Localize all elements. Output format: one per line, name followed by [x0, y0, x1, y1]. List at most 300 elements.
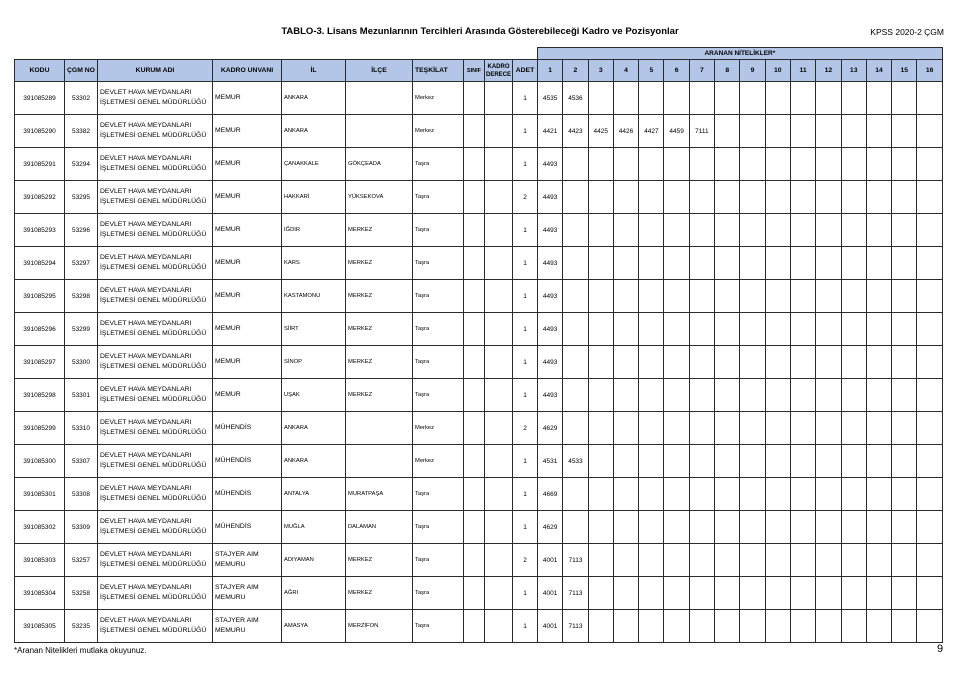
- cell-nitelik-11: [790, 313, 815, 346]
- cell-cgm-no: 53307: [65, 445, 98, 478]
- cell-nitelik-15: [892, 82, 917, 115]
- cell-cgm-no: 53300: [65, 346, 98, 379]
- cell-teskilat: Taşra: [413, 280, 464, 313]
- cell-nitelik-2: [563, 313, 588, 346]
- kurum-line-1: DEVLET HAVA MEYDANLARI: [100, 287, 192, 294]
- unvan-line-1: MEMUR: [215, 325, 241, 332]
- cell-nitelik-13: [841, 577, 866, 610]
- cell-cgm-no: 53301: [65, 379, 98, 412]
- cell-nitelik-5: [639, 181, 664, 214]
- cell-nitelik-16: [917, 445, 942, 478]
- cell-nitelik-13: [841, 346, 866, 379]
- col-header-cgm-no: ÇGM NO: [65, 60, 98, 82]
- cell-ilce: MERKEZ: [346, 544, 413, 577]
- cell-sinif: [464, 412, 485, 445]
- cell-nitelik-15: [892, 412, 917, 445]
- cell-nitelik-13: [841, 82, 866, 115]
- cell-kadro-derece: [485, 379, 513, 412]
- table-row: [15, 115, 943, 148]
- cell-ilce: MERKEZ: [346, 280, 413, 313]
- col-header-nitelik-12: 12: [816, 60, 841, 82]
- cell-kodu: 391085304: [15, 577, 65, 610]
- cell-nitelik-14: [866, 148, 891, 181]
- page-number: 9: [937, 643, 944, 655]
- cell-il: ANKARA: [282, 82, 346, 115]
- cell-teskilat: Taşra: [413, 478, 464, 511]
- table-row: [15, 379, 943, 412]
- cell-kurum-adi: [98, 577, 213, 610]
- cell-nitelik-4: [613, 82, 638, 115]
- kurum-line-2: İŞLETMESİ GENEL MÜDÜRLÜĞÜ: [100, 330, 207, 337]
- cell-nitelik-13: [841, 445, 866, 478]
- cell-nitelik-15: [892, 577, 917, 610]
- cell-nitelik-10: [765, 544, 790, 577]
- cell-cgm-no: 53310: [65, 412, 98, 445]
- cell-nitelik-5: 4427: [639, 115, 664, 148]
- cell-il: ÇANAKKALE: [282, 148, 346, 181]
- cell-nitelik-2: [563, 412, 588, 445]
- cell-ilce: MERKEZ: [346, 577, 413, 610]
- cell-nitelik-15: [892, 544, 917, 577]
- cell-il: ADIYAMAN: [282, 544, 346, 577]
- cell-nitelik-14: [866, 610, 891, 643]
- table-row: [15, 610, 943, 643]
- cell-kodu: 391085295: [15, 280, 65, 313]
- cell-nitelik-4: [613, 280, 638, 313]
- cell-il: SİİRT: [282, 313, 346, 346]
- cell-kodu: 391085305: [15, 610, 65, 643]
- cell-nitelik-7: [689, 346, 714, 379]
- cell-nitelik-2: 4533: [563, 445, 588, 478]
- cell-nitelik-16: [917, 82, 942, 115]
- col-header-kadro-unvani: KADRO UNVANI: [213, 60, 282, 82]
- cell-kadro-derece: [485, 115, 513, 148]
- cell-nitelik-4: [613, 478, 638, 511]
- cell-ilce: GÖKÇEADA: [346, 148, 413, 181]
- kurum-line-1: DEVLET HAVA MEYDANLARI: [100, 254, 192, 261]
- cell-nitelik-7: [689, 280, 714, 313]
- cell-nitelik-13: [841, 511, 866, 544]
- cell-nitelik-16: [917, 346, 942, 379]
- unvan-line-1: MEMUR: [215, 259, 241, 266]
- cell-nitelik-5: [639, 445, 664, 478]
- cell-adet: 1: [513, 214, 538, 247]
- cell-nitelik-10: [765, 511, 790, 544]
- cell-nitelik-7: [689, 544, 714, 577]
- col-header-nitelik-14: 14: [866, 60, 891, 82]
- cell-ilce: MERZİFON: [346, 610, 413, 643]
- col-header-kodu: KODU: [15, 60, 65, 82]
- cell-nitelik-8: [715, 280, 740, 313]
- col-header-nitelik-8: 8: [715, 60, 740, 82]
- col-header-adet: ADET: [513, 60, 538, 82]
- col-header-nitelik-3: 3: [588, 60, 613, 82]
- cell-nitelik-8: [715, 247, 740, 280]
- cell-nitelik-13: [841, 379, 866, 412]
- cell-kadro-unvani: [213, 544, 282, 577]
- cell-nitelik-16: [917, 181, 942, 214]
- cell-cgm-no: 53382: [65, 115, 98, 148]
- unvan-line-1: STAJYER AIM: [215, 617, 259, 624]
- cell-nitelik-7: 7111: [689, 115, 714, 148]
- cell-nitelik-12: [816, 610, 841, 643]
- cell-nitelik-9: [740, 214, 765, 247]
- cell-kadro-unvani: [213, 379, 282, 412]
- cell-nitelik-11: [790, 577, 815, 610]
- kurum-line-2: İŞLETMESİ GENEL MÜDÜRLÜĞÜ: [100, 165, 207, 172]
- cell-nitelik-6: [664, 412, 689, 445]
- cell-nitelik-7: [689, 511, 714, 544]
- cell-kadro-derece: [485, 511, 513, 544]
- cell-kurum-adi: [98, 478, 213, 511]
- cell-nitelik-2: [563, 247, 588, 280]
- cell-nitelik-9: [740, 115, 765, 148]
- cell-adet: 1: [513, 247, 538, 280]
- cell-nitelik-10: [765, 610, 790, 643]
- kurum-line-1: DEVLET HAVA MEYDANLARI: [100, 386, 192, 393]
- cell-nitelik-16: [917, 148, 942, 181]
- cell-nitelik-15: [892, 181, 917, 214]
- kurum-line-2: İŞLETMESİ GENEL MÜDÜRLÜĞÜ: [100, 429, 207, 436]
- cell-nitelik-1: 4629: [538, 412, 563, 445]
- cell-kadro-derece: [485, 544, 513, 577]
- cell-kodu: 391085297: [15, 346, 65, 379]
- cell-nitelik-2: 4536: [563, 82, 588, 115]
- cell-kurum-adi: [98, 247, 213, 280]
- unvan-line-1: MEMUR: [215, 358, 241, 365]
- cell-nitelik-9: [740, 148, 765, 181]
- cell-nitelik-13: [841, 313, 866, 346]
- cell-nitelik-4: [613, 247, 638, 280]
- cell-kodu: 391085300: [15, 445, 65, 478]
- cell-il: HAKKARİ: [282, 181, 346, 214]
- cell-nitelik-5: [639, 247, 664, 280]
- col-header-nitelik-13: 13: [841, 60, 866, 82]
- cell-adet: 1: [513, 280, 538, 313]
- cell-nitelik-3: [588, 379, 613, 412]
- cell-cgm-no: 53297: [65, 247, 98, 280]
- cell-nitelik-4: [613, 544, 638, 577]
- kurum-line-1: DEVLET HAVA MEYDANLARI: [100, 518, 192, 525]
- cell-kadro-unvani: [213, 511, 282, 544]
- cell-kodu: 391085303: [15, 544, 65, 577]
- cell-nitelik-11: [790, 610, 815, 643]
- cell-nitelik-12: [816, 115, 841, 148]
- cell-nitelik-14: [866, 115, 891, 148]
- kurum-line-2: İŞLETMESİ GENEL MÜDÜRLÜĞÜ: [100, 264, 207, 271]
- cell-nitelik-10: [765, 478, 790, 511]
- cell-nitelik-4: [613, 511, 638, 544]
- col-header-nitelik-10: 10: [765, 60, 790, 82]
- cell-nitelik-10: [765, 280, 790, 313]
- cell-cgm-no: 53302: [65, 82, 98, 115]
- cell-kadro-unvani: [213, 478, 282, 511]
- cell-kodu: 391085294: [15, 247, 65, 280]
- cell-adet: 1: [513, 148, 538, 181]
- cell-nitelik-11: [790, 544, 815, 577]
- kurum-line-1: DEVLET HAVA MEYDANLARI: [100, 485, 192, 492]
- cell-nitelik-11: [790, 214, 815, 247]
- unvan-line-1: MEMUR: [215, 391, 241, 398]
- cell-nitelik-6: [664, 346, 689, 379]
- cell-nitelik-1: 4493: [538, 346, 563, 379]
- cell-nitelik-3: [588, 214, 613, 247]
- cell-nitelik-15: [892, 313, 917, 346]
- cell-il: KARS: [282, 247, 346, 280]
- cell-nitelik-9: [740, 346, 765, 379]
- cell-nitelik-12: [816, 346, 841, 379]
- cell-nitelik-12: [816, 148, 841, 181]
- kurum-line-1: DEVLET HAVA MEYDANLARI: [100, 419, 192, 426]
- cell-nitelik-6: [664, 445, 689, 478]
- kurum-line-1: DEVLET HAVA MEYDANLARI: [100, 551, 192, 558]
- cell-nitelik-14: [866, 346, 891, 379]
- cell-kadro-unvani: [213, 280, 282, 313]
- kadro-label: KADRO: [487, 63, 510, 70]
- unvan-line-1: MÜHENDİS: [215, 457, 252, 464]
- cell-nitelik-5: [639, 148, 664, 181]
- cell-nitelik-11: [790, 511, 815, 544]
- cell-nitelik-14: [866, 247, 891, 280]
- cell-cgm-no: 53308: [65, 478, 98, 511]
- col-header-nitelik-4: 4: [613, 60, 638, 82]
- cell-nitelik-4: [613, 313, 638, 346]
- cell-nitelik-10: [765, 379, 790, 412]
- cell-kadro-unvani: [213, 577, 282, 610]
- cell-adet: 1: [513, 379, 538, 412]
- cell-kadro-unvani: [213, 412, 282, 445]
- cell-nitelik-4: [613, 379, 638, 412]
- cell-nitelik-2: [563, 148, 588, 181]
- cell-sinif: [464, 247, 485, 280]
- unvan-line-1: MÜHENDİS: [215, 490, 252, 497]
- cell-nitelik-16: [917, 280, 942, 313]
- cell-nitelik-15: [892, 148, 917, 181]
- cell-teskilat: Taşra: [413, 214, 464, 247]
- cell-sinif: [464, 214, 485, 247]
- cell-kadro-unvani: [213, 445, 282, 478]
- kurum-line-2: İŞLETMESİ GENEL MÜDÜRLÜĞÜ: [100, 561, 207, 568]
- cell-nitelik-13: [841, 610, 866, 643]
- cell-kodu: 391085292: [15, 181, 65, 214]
- cell-nitelik-2: [563, 181, 588, 214]
- cell-cgm-no: 53235: [65, 610, 98, 643]
- cell-nitelik-9: [740, 181, 765, 214]
- cell-nitelik-9: [740, 412, 765, 445]
- table-row: [15, 346, 943, 379]
- cell-nitelik-2: [563, 346, 588, 379]
- cell-teskilat: Merkez: [413, 82, 464, 115]
- unvan-line-1: MÜHENDİS: [215, 424, 252, 431]
- cell-nitelik-6: [664, 379, 689, 412]
- cell-nitelik-9: [740, 577, 765, 610]
- unvan-line-1: STAJYER AIM: [215, 551, 259, 558]
- cell-nitelik-11: [790, 445, 815, 478]
- cell-nitelik-15: [892, 379, 917, 412]
- cell-nitelik-14: [866, 478, 891, 511]
- cell-nitelik-12: [816, 82, 841, 115]
- cell-nitelik-6: [664, 313, 689, 346]
- table-row: [15, 544, 943, 577]
- cell-nitelik-1: 4531: [538, 445, 563, 478]
- cell-nitelik-5: [639, 412, 664, 445]
- cell-nitelik-5: [639, 82, 664, 115]
- kurum-line-2: İŞLETMESİ GENEL MÜDÜRLÜĞÜ: [100, 363, 207, 370]
- kurum-line-1: DEVLET HAVA MEYDANLARI: [100, 155, 192, 162]
- cell-nitelik-1: 4669: [538, 478, 563, 511]
- cell-nitelik-10: [765, 247, 790, 280]
- cell-adet: 1: [513, 82, 538, 115]
- cell-ilce: [346, 445, 413, 478]
- cell-nitelik-6: [664, 181, 689, 214]
- cell-il: SİNOP: [282, 346, 346, 379]
- cell-ilce: [346, 82, 413, 115]
- cell-nitelik-14: [866, 412, 891, 445]
- cell-il: IĞDIR: [282, 214, 346, 247]
- cell-adet: 2: [513, 544, 538, 577]
- cell-nitelik-4: [613, 412, 638, 445]
- cell-nitelik-14: [866, 313, 891, 346]
- cell-nitelik-1: 4493: [538, 313, 563, 346]
- cell-nitelik-6: [664, 214, 689, 247]
- cell-nitelik-13: [841, 115, 866, 148]
- cell-nitelik-16: [917, 511, 942, 544]
- cell-nitelik-7: [689, 445, 714, 478]
- cell-ilce: MERKEZ: [346, 346, 413, 379]
- cell-nitelik-3: [588, 346, 613, 379]
- cell-nitelik-6: [664, 478, 689, 511]
- cell-nitelik-13: [841, 148, 866, 181]
- cell-nitelik-16: [917, 544, 942, 577]
- cell-nitelik-2: [563, 214, 588, 247]
- cell-nitelik-14: [866, 544, 891, 577]
- cell-nitelik-7: [689, 214, 714, 247]
- cell-sinif: [464, 544, 485, 577]
- cell-nitelik-6: [664, 280, 689, 313]
- cell-nitelik-10: [765, 82, 790, 115]
- col-header-nitelik-7: 7: [689, 60, 714, 82]
- kurum-line-1: DEVLET HAVA MEYDANLARI: [100, 122, 192, 129]
- unvan-line-2: MEMURU: [215, 561, 246, 568]
- cell-kurum-adi: [98, 280, 213, 313]
- header-spacer: [15, 48, 538, 60]
- cell-nitelik-9: [740, 445, 765, 478]
- cell-teskilat: Taşra: [413, 544, 464, 577]
- cell-nitelik-11: [790, 247, 815, 280]
- cell-nitelik-5: [639, 313, 664, 346]
- kurum-line-1: DEVLET HAVA MEYDANLARI: [100, 188, 192, 195]
- cell-kodu: 391085299: [15, 412, 65, 445]
- cell-nitelik-11: [790, 181, 815, 214]
- cell-adet: 1: [513, 610, 538, 643]
- cell-nitelik-9: [740, 247, 765, 280]
- cell-nitelik-6: [664, 511, 689, 544]
- cell-kodu: 391085290: [15, 115, 65, 148]
- cell-kurum-adi: [98, 115, 213, 148]
- cell-nitelik-2: [563, 379, 588, 412]
- col-header-nitelik-16: 16: [917, 60, 942, 82]
- cell-nitelik-12: [816, 445, 841, 478]
- cell-nitelik-8: [715, 412, 740, 445]
- unvan-line-1: MEMUR: [215, 160, 241, 167]
- kurum-line-2: İŞLETMESİ GENEL MÜDÜRLÜĞÜ: [100, 198, 207, 205]
- cell-nitelik-13: [841, 478, 866, 511]
- cell-nitelik-3: [588, 247, 613, 280]
- cell-kodu: 391085289: [15, 82, 65, 115]
- aranan-nitelikler-header: ARANAN NİTELİKLER*: [538, 48, 943, 60]
- cell-sinif: [464, 115, 485, 148]
- cell-nitelik-8: [715, 379, 740, 412]
- cell-nitelik-10: [765, 181, 790, 214]
- cell-kurum-adi: [98, 544, 213, 577]
- cell-nitelik-15: [892, 511, 917, 544]
- cell-nitelik-10: [765, 412, 790, 445]
- footnote: *Aranan Nitelikleri mutlaka okuyunuz.: [14, 646, 147, 655]
- cell-kadro-derece: [485, 346, 513, 379]
- cell-nitelik-3: [588, 544, 613, 577]
- cell-nitelik-12: [816, 247, 841, 280]
- cell-sinif: [464, 610, 485, 643]
- cell-teskilat: Merkez: [413, 412, 464, 445]
- cell-teskilat: Merkez: [413, 445, 464, 478]
- cell-nitelik-14: [866, 214, 891, 247]
- cell-sinif: [464, 148, 485, 181]
- cell-nitelik-16: [917, 247, 942, 280]
- cell-nitelik-4: [613, 577, 638, 610]
- cell-cgm-no: 53258: [65, 577, 98, 610]
- cell-ilce: MURATPAŞA: [346, 478, 413, 511]
- cell-nitelik-9: [740, 511, 765, 544]
- cell-kadro-derece: [485, 478, 513, 511]
- derece-label: DERECE: [485, 71, 511, 78]
- cell-nitelik-12: [816, 214, 841, 247]
- cell-nitelik-3: [588, 610, 613, 643]
- cell-kadro-derece: [485, 181, 513, 214]
- cell-nitelik-10: [765, 313, 790, 346]
- kurum-line-2: İŞLETMESİ GENEL MÜDÜRLÜĞÜ: [100, 297, 207, 304]
- cell-nitelik-9: [740, 280, 765, 313]
- cell-nitelik-11: [790, 379, 815, 412]
- cell-nitelik-5: [639, 478, 664, 511]
- col-header-nitelik-5: 5: [639, 60, 664, 82]
- table-row: [15, 214, 943, 247]
- cell-kadro-unvani: [213, 346, 282, 379]
- cell-nitelik-10: [765, 577, 790, 610]
- cell-nitelik-3: [588, 412, 613, 445]
- cell-kadro-derece: [485, 148, 513, 181]
- cell-nitelik-3: [588, 280, 613, 313]
- cell-nitelik-2: 7113: [563, 544, 588, 577]
- table-row: [15, 511, 943, 544]
- cell-sinif: [464, 313, 485, 346]
- cell-nitelik-4: [613, 181, 638, 214]
- cell-kodu: 391085298: [15, 379, 65, 412]
- col-header-ilce: İLÇE: [346, 60, 413, 82]
- cell-nitelik-7: [689, 379, 714, 412]
- cell-kurum-adi: [98, 511, 213, 544]
- cell-nitelik-3: 4425: [588, 115, 613, 148]
- cell-il: MUĞLA: [282, 511, 346, 544]
- kurum-line-2: İŞLETMESİ GENEL MÜDÜRLÜĞÜ: [100, 462, 207, 469]
- cell-teskilat: Taşra: [413, 148, 464, 181]
- unvan-line-1: MEMUR: [215, 94, 241, 101]
- cell-cgm-no: 53257: [65, 544, 98, 577]
- cell-nitelik-6: [664, 148, 689, 181]
- cell-teskilat: Taşra: [413, 181, 464, 214]
- kurum-line-1: DEVLET HAVA MEYDANLARI: [100, 89, 192, 96]
- cell-nitelik-11: [790, 346, 815, 379]
- cell-sinif: [464, 280, 485, 313]
